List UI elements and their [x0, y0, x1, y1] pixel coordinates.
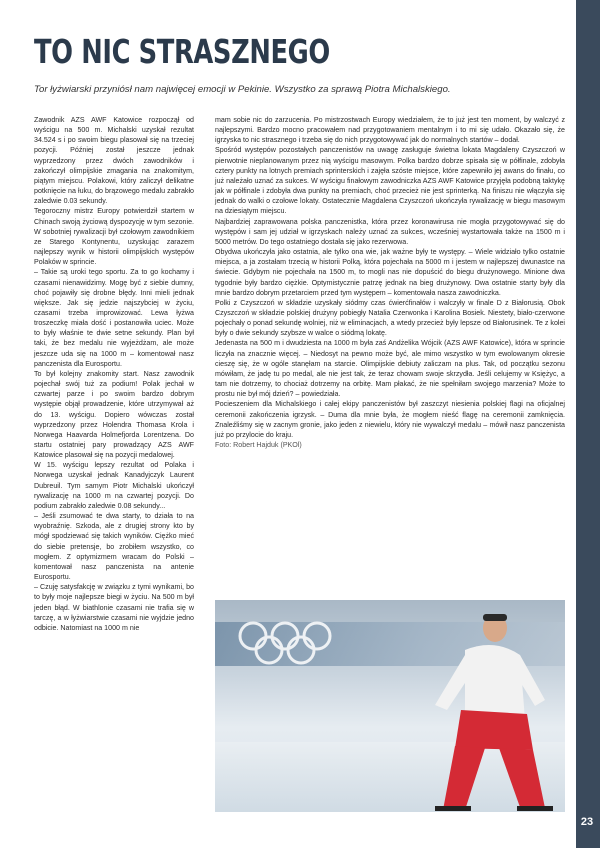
article-column-right: [215, 115, 565, 450]
paragraph: – Czuję satysfakcję w związku z tymi wynikami, bo to były moje najlepsze biegi w życiu. Na 500 m był jeden błąd. W biathlonie czasami nie trafia się w tarczę, a w łyżwiarstwie czasami nie wyjdzie jedno odbicie. Natomiast na 1000 m nie: [34, 583, 194, 632]
page-sidebar-bar: [576, 0, 600, 848]
paragraph: Jedenasta na 500 m i dwudziesta na 1000 m była zaś Andżelika Wójcik (AZS AWF Katowice), która w sprincie liczyła na znacznie więcej. – Niedosyt na pewno może być, ale mimo wszystko w tym ewolowanym okresie cieszę się, że w ogóle stanęłam na starcie. Olimpijskie debiuty zaliczam na plus. Tak, od początku sezonu mówiłam, że jadę tu po medal, ale nie jest tak, że teraz chowam swoje skrzydła. Jeśli celujemy w Księżyc, a tam nie dotrzemy, to chociaż dotrzemy na orbitę. Mam płakać, że nie spełniłam swojego marzenia? Może to prostu nie był mój dzień? – powiedziała.: [215, 339, 565, 399]
paragraph: W 15. wyścigu lepszy rezultat od Polaka i Norwega uzyskał jednak Kanadyjczyk Laurent Dubreuil. Tym samym Piotr Michalski ukończył rywalizację na 1000 m na czwartej pozycji. Do podium zabrakło zaledwie 0.08 sekundy...: [34, 461, 194, 510]
paragraph: Najbardziej zaprawowana polska panczenistka, która przez koronawirusa nie mogła przygotowywać się do występów i sam jej udział w igrzyskach należy uznać za sukces, wcześniej wystartowała także na 1500 m i 5000 metrów. Do tego ostatniego dostała się jako rezerwowa.: [215, 217, 565, 246]
paragraph: Tegoroczny mistrz Europy potwierdził startem w Chinach swoją życiową dyspozycję w tym sezonie. W sobotniej rywalizacji był czołowym zawodnikiem ze Starego Kontynentu, uzyskując zarazem najlepszy wynik w historii olimpijskich występów Polaków w sprincie.: [34, 207, 194, 267]
article-lead: Tor łyżwiarski przyniósł nam najwięcej emocji w Pekinie. Wszystko za sprawą Piotra Michalskiego.: [34, 84, 451, 95]
paragraph: – Takie są uroki tego sportu. Za to go kochamy i czasami nienawidzimy. Mogę być z siebie dumny, choć pojawiły się drobne błędy. Inni mieli jednak większe. Jak się jedzie najszybciej w życiu, czasami trzeba improwizować. Lewa łyżwa troszeczkę miała dość i postanowiła uciec. Może to były właśnie te dwie setne sekundy. Plan był taki, że bez medalu nie wyjeżdżam, ale może jeszcze uda się na 1000 m – komentował nasz panczenista dla Eurosportu.: [34, 268, 194, 368]
olympic-rings-icon: [235, 618, 345, 668]
speed-skater-figure: [395, 610, 565, 812]
paragraph: mam sobie nic do zarzucenia. Po mistrzostwach Europy wiedziałem, że to już jest ten moment, by walczyć z najlepszymi. Bardzo mocno pracowałem nad przygotowaniem mentalnym i to mi się udało. Okazało się, że igrzyska to nic strasznego i trzeba się do nich przygotowywać jak do normalnych startów – dodał.: [215, 116, 565, 145]
skater-photo: [215, 600, 565, 812]
paragraph: Zawodnik AZS AWF Katowice rozpoczął od wyścigu na 500 m. Michalski uzyskał rezultat 34.524 s i po swoim biegu plasował się na trzeciej pozycji. Później został jeszcze jednak wyprzedzony przez dwóch zawodników i zakończył olimpijskie zmagania na znakomitym, piątym miejscu. Polakowi, który zaliczył delikatne potknięcie na łuku, do brązowego medalu zabrakło zaledwie 0.03 sekundy.: [34, 116, 194, 206]
paragraph: To był kolejny znakomity start. Nasz zawodnik pojechał swój tuż za podium! Polak jechał w czwartej parze i po swoim bardzo dobrym występie objął prowadzenie, które utrzymywał aż do 13. wyścigu. Dopiero wówczas został wyprzedzony przez Holendra Thomasa Krola i Norwega Haavarda Holmefjorda Lorentzena. Do startu ostatniej pary prowadzący AZS AWF Katowice plasował się na pozycji medalowej.: [34, 369, 194, 460]
paragraph: Polki z Czyszczoń w składzie uzyskały siódmy czas ćwierćfinałów i walczyły w finale D z Białorusią. Obok Czyszczoń w składzie polskiej drużyny pobiegły Natalia Czerwonka i Karolina Bosiek. Niestety, biało-czerwone pojechały o ponad sekundę wolniej, niż w eliminacjach, a wtedy przecież były lepsze od Białorusinek. Te z kolei były o dwie sekundy szybsze w walce o siódmą lokatę.: [215, 298, 565, 338]
page-number: 23: [580, 816, 594, 828]
photo-credit: Foto: Robert Hajduk (PKOl): [215, 441, 302, 449]
paragraph: Spośród występów pozostałych panczenistów na uwagę zasługuje świetna lokata Magdaleny Czyszczoń w pierwotnie nieplanowanym przez nią wyścigu masowym. Polka bardzo dobrze spisała się w półfinale, zdobyła cztery punkty na lotnych premiach sprinterskich i zajęła szóste miejsce, które zapewniło jej awans do finału, co już należało uznać za sukces. W wyścigu finałowym zawodniczka AZS AWF Katowice przyjęła podobną taktykę jak w półfinale i zdobyła dwa punkty na premiach, choć przecież nie jest sprinterką. Na finiszu nie włączyła się jednak do walki o czołowe lokaty. Ostatecznie Magdalena Czyszczoń ukończyła rywalizację w biegu masowym na dziesiątym miejscu.: [215, 146, 565, 216]
article-column-left: [34, 115, 194, 633]
paragraph: Obydwa ukończyła jako ostatnia, ale tylko ona wie, jak ważne były te występy. – Wiele widziało tylko ostatnie miejsca, a ja zostałam trzecią w historii Polką, która pojechała na 5000 m i jestem w najlepszej dwunastce na świecie. Gdybym nie pojechała na 1500 m, to mogli nas nie dopuścić do biegu drużynowego. Minione dwa tygodnie były bardzo ciężkie. Optymistycznie patrzę jednak na bieg drużynowy. Dwa ostatnie starty były dla mnie bardzo dobrym przetarciem przed tym występem – komentowała nasza zawodniczka.: [215, 248, 565, 297]
paragraph: – Jeśli zsumować te dwa starty, to działa to na wyobraźnię. Szkoda, ale z drugiej strony kto by mógł spodziewać się takich wyników. Ciężko mieć do siebie pretensje, bo zrobiłem wszystko, co mogłem. Z optymizmem wracam do Polski – komentował nasz panczenista na antenie Eurosportu.: [34, 512, 194, 582]
page-title: TO NIC STRASZNEGO: [34, 32, 330, 71]
paragraph: Pocieszeniem dla Michalskiego i całej ekipy panczenistów był zaszczyt niesienia polskiej flagi na oficjalnej ceremonii zakończenia igrzysk. – Duma dla mnie była, że mogłem nieść flagę na ceremonii zamknięcia. Znaleźliśmy się w zacnym gronie, jako jeden z niewielu, który nie wywalczył medalu – mówił nasz panczenista już po przylocie do kraju.: [215, 400, 565, 439]
